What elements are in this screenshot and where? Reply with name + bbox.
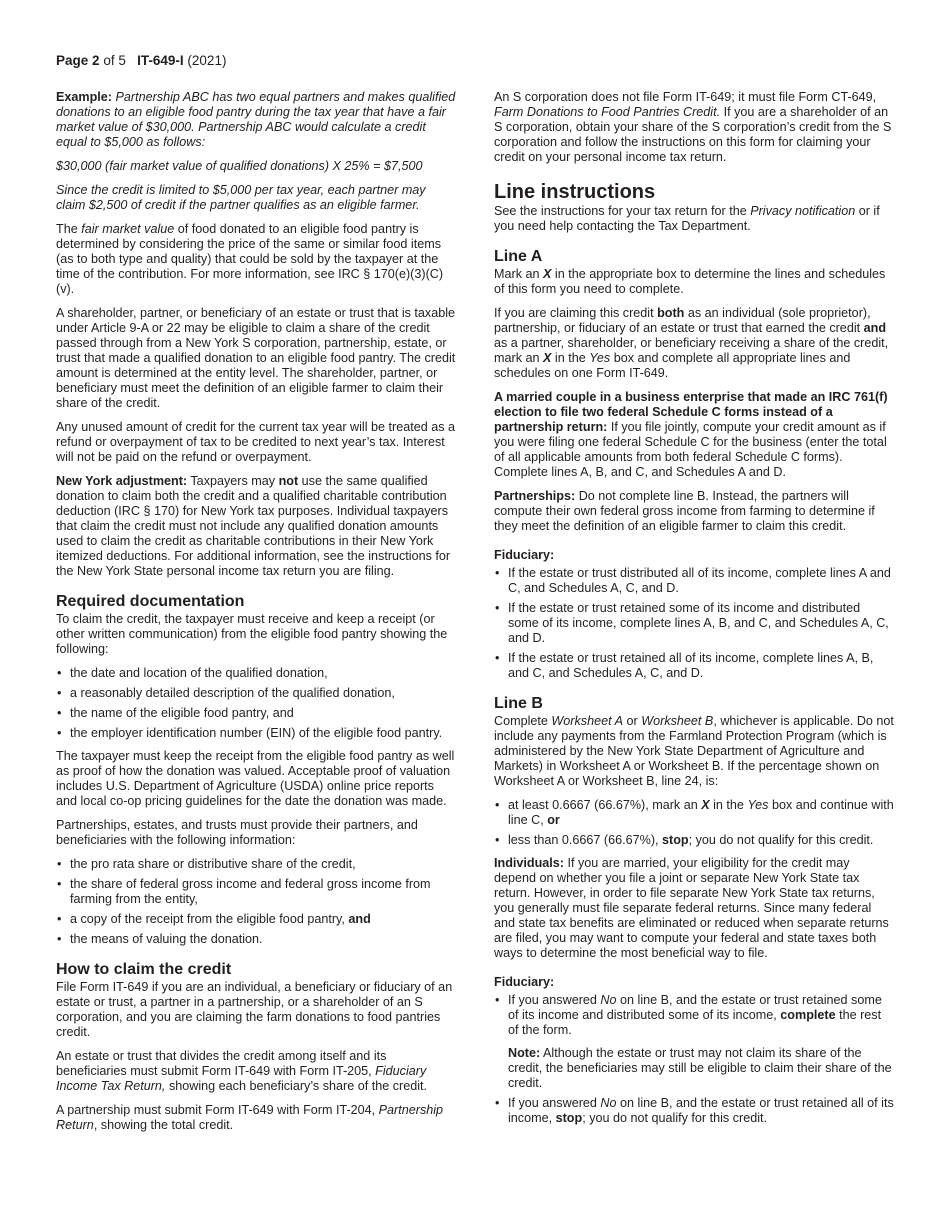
how-p2a: An estate or trust that divides the credit among itself and its beneficiaries must submit Form IT-649 with Form IT-205, xyxy=(56,1049,387,1078)
partnerships-label: Partnerships: xyxy=(494,489,576,503)
line-instr-i: Privacy notification xyxy=(750,204,856,218)
line-instr-b: or if you need help contacting the Tax Department. xyxy=(494,204,880,233)
how-p3i: Partnership Return xyxy=(56,1103,444,1132)
page-header xyxy=(56,53,226,68)
x-mark: X xyxy=(543,267,552,281)
individuals-label: Individuals: xyxy=(494,856,564,870)
unused-credit-paragraph: Any unused amount of credit for the current tax year will be treated as a refund or overpayment of tax to be credited to next year’s tax. Interest will not be paid on the refund or overpayment. xyxy=(56,420,456,464)
required-documentation-intro: To claim the credit, the taxpayer must receive and keep a receipt (or other written communication) from the eligible food pantry showing the following: xyxy=(56,612,448,656)
shareholder-paragraph: A shareholder, partner, or beneficiary of an estate or trust that is taxable under Article 9-A or 22 may be eligible to claim a share of the credit passed through from a New York S corporation, partnership, estate, or trust that made a qualified donation to an eligible food pantry. The credit amount is determined at the entity level. The shareholder, partner, or beneficiary must meet the definition of an eligible farmer to claim their share of the credit. xyxy=(56,306,456,410)
b2-stop: stop xyxy=(662,833,689,847)
list-item: • the name of the eligible food pantry, and xyxy=(56,706,456,721)
how-p3b: , showing the total credit. xyxy=(93,1118,234,1132)
example-label: Example: xyxy=(56,90,112,104)
line-a-mark-a: Mark an xyxy=(494,267,540,281)
how-to-claim-heading: How to claim the credit xyxy=(56,961,232,978)
line-a-heading: Line A xyxy=(494,248,543,265)
line-a-c5: box and complete all appropriate lines and schedules on one Form IT-649. xyxy=(494,351,851,380)
x-mark: X xyxy=(543,351,552,365)
fiduciary-note xyxy=(494,1046,894,1091)
how-to-claim-p1: File Form IT-649 if you are an individual, a beneficiary or fiduciary of an estate or trust, a partner in a partnership, or a shareholder of an S corporation, and you are claiming the farm donations to food pantries credit. xyxy=(56,980,453,1039)
form-id: IT-649-I xyxy=(137,53,184,68)
line-a-yes: Yes xyxy=(589,351,611,365)
line-a-both: both xyxy=(657,306,685,320)
individuals-paragraph xyxy=(494,856,894,961)
how-to-claim-p3 xyxy=(56,1103,456,1133)
page-number: 2 xyxy=(92,53,100,68)
example-calculation xyxy=(56,159,456,174)
partnerships-paragraph xyxy=(494,489,894,534)
ny-adjustment-t2: use the same qualified donation to claim both the credit and a qualified charitable contribution deduction (IRC § 170) for New York tax purposes. Individual taxpayers that claim the credit must not include any qualified donation amounts used to claim the credit as charitable contributions in their New York itemized deductions. For additional information, see the instructions for the New York State personal income tax return you are filing. xyxy=(56,474,451,578)
list-item xyxy=(494,1096,894,1126)
f1c: the rest of the form. xyxy=(508,1008,882,1037)
list-item: • the date and location of the qualified donation, xyxy=(56,666,456,681)
list-item xyxy=(494,798,894,828)
line-b-c2: , whichever is applicable. Do not include any payments from the Farmland Protection Program (which is administered by the New York State Department of Agriculture and Markets) in Worksheet A or Worksheet B. If the percentage shown on Worksheet A or Worksheet B, line 24, is: xyxy=(494,714,894,788)
fiduciary-list xyxy=(494,566,894,681)
list-item xyxy=(494,833,894,848)
line-a-c1: If you are claiming this credit xyxy=(494,306,654,320)
f2a: If you answered xyxy=(508,1096,597,1110)
note-label: Note: xyxy=(508,1046,541,1060)
fmv-term: fair market value xyxy=(81,222,175,236)
b2b: ; you do not qualify for this credit. xyxy=(688,833,874,847)
partnerships-info-paragraph: Partnerships, estates, and trusts must provide their partners, and beneficiaries with the following information: xyxy=(56,818,418,847)
list-item: • If the estate or trust distributed all of its income, complete lines A and C, and Schedules A, C, and D. xyxy=(494,566,894,596)
b1-yes: Yes xyxy=(747,798,769,812)
list-item-and: and xyxy=(348,912,371,926)
note-text: Although the estate or trust may not claim its share of the credit, the beneficiaries may still be eligible to claim their share of the credit. xyxy=(508,1046,892,1090)
fiduciary-heading: Fiduciary: xyxy=(494,975,555,989)
line-a-c3: as a partner, shareholder, or beneficiary receiving a share of the credit, mark an xyxy=(494,336,889,365)
list-item: • the means of valuing the donation. xyxy=(56,932,456,947)
left-column xyxy=(56,90,456,1142)
example-paragraph xyxy=(56,90,456,150)
partnerships-text: Do not complete line B. Instead, the partners will compute their own federal gross income from farming to determine if they meet the definition of an eligible farmer to claim this credit. xyxy=(494,489,875,533)
b1a: at least 0.6667 (66.67%), mark an xyxy=(508,798,698,812)
example-calc-text: $30,000 (fair market value of qualified donations) X 25% = $7,500 xyxy=(56,159,423,173)
fmv-text: of food donated to an eligible food pantry is determined by considering the price of the same or similar food items (as to both type and quality) that could be sold by the taxpayer at the time of the contribution. For more information, see IRC § 170(e)(3)(C)(v). xyxy=(56,222,444,296)
f2c: ; you do not qualify for this credit. xyxy=(582,1111,768,1125)
line-a-c4: in the xyxy=(554,351,586,365)
f1-complete: complete xyxy=(780,1008,836,1022)
required-documentation-heading: Required documentation xyxy=(56,593,245,610)
b1c: box and continue with line C, xyxy=(508,798,894,827)
scorp-i: Farm Donations to Food Pantries Credit. xyxy=(494,105,721,119)
line-a-mark-b: in the appropriate box to determine the lines and schedules of this form you need to complete. xyxy=(494,267,886,296)
list-item: • the share of federal gross income and federal gross income from farming from the entity, xyxy=(56,877,456,907)
line-b-heading: Line B xyxy=(494,695,543,712)
receipt-requirements-list xyxy=(56,666,456,741)
list-item xyxy=(494,993,894,1038)
line-instr-a: See the instructions for your tax return for the xyxy=(494,204,747,218)
s-corporation-paragraph xyxy=(494,90,894,165)
line-a-and: and xyxy=(863,321,887,335)
list-item: • the employer identification number (EIN) of the eligible food pantry. xyxy=(56,726,456,741)
example-limit-text: Since the credit is limited to $5,000 per tax year, each partner may claim $2,500 of credit if the partner qualifies as an eligible farmer. xyxy=(56,183,426,212)
line-a-mark-paragraph xyxy=(494,267,894,297)
b1-or: or xyxy=(547,813,560,827)
married-couple-label: A married couple in a business enterprise that made an IRC 761(f) election to file two federal Schedule C forms instead of a partnership return: xyxy=(494,390,888,434)
form-year: (2021) xyxy=(187,53,227,68)
line-b-c1: Complete xyxy=(494,714,548,728)
how-p3a: A partnership must submit Form IT-649 with Form IT-204, xyxy=(56,1103,376,1117)
b1b: in the xyxy=(713,798,744,812)
fmv-paragraph xyxy=(56,222,456,297)
page-label: Page xyxy=(56,53,89,68)
married-couple-text: If you file jointly, compute your credit amount as if you were filing one federal Schedule C for the business (enter the total of all applicable amounts from both federal Schedule C forms). Complete lines A, B, and C, and Schedules A and D. xyxy=(494,420,887,479)
list-item: • the pro rata share or distributive share of the credit, xyxy=(56,857,456,872)
how-p2i: Fiduciary Income Tax Return, xyxy=(56,1064,427,1093)
list-item: • If the estate or trust retained all of its income, complete lines A, B, and C, and Schedules A, C, and D. xyxy=(494,651,894,681)
how-p2b: showing each beneficiary’s share of the credit. xyxy=(168,1079,428,1093)
f1-no: No xyxy=(600,993,617,1007)
married-couple-paragraph xyxy=(494,390,894,480)
ny-adjustment-t1: Taxpayers may xyxy=(190,474,276,488)
ny-adjustment-paragraph xyxy=(56,474,456,579)
fiduciary-line-b-list xyxy=(494,993,894,1038)
right-column xyxy=(494,90,894,1134)
line-b-list xyxy=(494,798,894,848)
list-item: • a reasonably detailed description of the qualified donation, xyxy=(56,686,456,701)
line-a-claiming-paragraph xyxy=(494,306,894,381)
fiduciary-heading: Fiduciary: xyxy=(494,548,555,562)
f2-no: No xyxy=(600,1096,617,1110)
ny-adjustment-not: not xyxy=(278,474,299,488)
keep-receipt-paragraph: The taxpayer must keep the receipt from the eligible food pantry as well as proof of how the donation was valued. Acceptable proof of valuation includes U.S. Department of Agriculture (USDA) online price reports and local co-op pricing guidelines for the date the donation was made. xyxy=(56,749,455,808)
b2a: less than 0.6667 (66.67%), xyxy=(508,833,659,847)
page-total: of 5 xyxy=(103,53,126,68)
line-a-c2: as an individual (sole proprietor), partnership, or fiduciary of an estate or trust that earned the credit xyxy=(494,306,871,335)
list-item: • If the estate or trust retained some of its income and distributed some of its income, complete lines A, B, and C, and Schedules A, C, and D. xyxy=(494,601,894,646)
line-instructions-intro xyxy=(494,204,894,234)
individuals-text: If you are married, your eligibility for the credit may depend on whether you file a joint or separate New York State tax return. However, in order to file separate New York State tax returns, you generally must file separate federal returns. Since many federal and state tax benefits are eliminated or reduced when separate returns are filed, you may want to compute your federal and state taxes both ways to determine the most beneficial way to file. xyxy=(494,856,889,960)
scorp-a: An S corporation does not file Form IT-649; it must file Form CT-649, xyxy=(494,90,877,104)
scorp-b: If you are a shareholder of an S corporation, obtain your share of the S corporation’s credit from the S corporation and follow the instructions on this form for claiming your credit on your personal income tax return. xyxy=(494,105,892,164)
example-limit xyxy=(56,183,456,213)
fmv-pre: The xyxy=(56,222,78,236)
worksheet-a: Worksheet A xyxy=(551,714,624,728)
line-b-or: or xyxy=(626,714,638,728)
example-text: Partnership ABC has two equal partners and makes qualified donations to an eligible food pantry during the tax year that have a fair market value of $30,000. Partnership ABC would calculate a credit equal to $5,000 as follows: xyxy=(56,90,456,149)
f1b: on line B, and the estate or trust retained some of its income and distributed some of its income, xyxy=(508,993,882,1022)
f2b: on line B, and the estate or trust retained all of its income, xyxy=(508,1096,894,1125)
x-mark: X xyxy=(701,798,710,812)
line-instructions-heading: Line instructions xyxy=(494,181,656,203)
worksheet-b: Worksheet B xyxy=(641,714,714,728)
fiduciary-line-b-list-2 xyxy=(494,1096,894,1126)
line-b-complete-paragraph xyxy=(494,714,894,789)
f2-stop: stop xyxy=(555,1111,583,1125)
list-item xyxy=(56,912,456,927)
f1a: If you answered xyxy=(508,993,597,1007)
how-to-claim-p2 xyxy=(56,1049,456,1094)
partnership-info-list xyxy=(56,857,456,947)
ny-adjustment-label: New York adjustment: xyxy=(56,474,188,488)
list-item-text: a copy of the receipt from the eligible food pantry, xyxy=(70,912,345,926)
